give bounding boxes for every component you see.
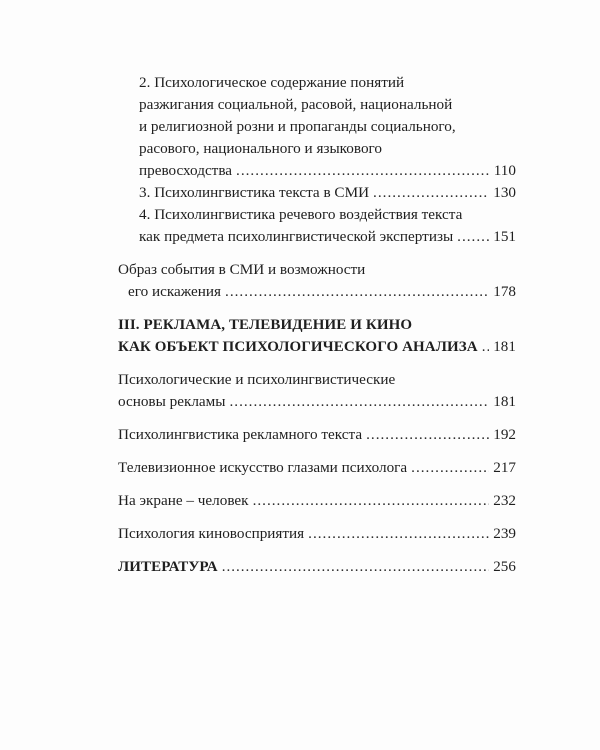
toc-entry-leader-line: [118, 523, 516, 545]
toc-literature: [118, 556, 516, 578]
toc-entry-title: Телевизионное искусство глазами психолога: [118, 459, 408, 476]
toc-page-number: 217: [493, 459, 516, 476]
toc-entry-ad-text: [118, 424, 516, 446]
toc-entry-line: разжигания социальной, расовой, национальной: [139, 96, 453, 113]
toc-page-number: 239: [493, 525, 516, 542]
toc-entry-advertising-basics: [118, 369, 516, 413]
dot-leader: [308, 523, 489, 545]
toc-entry-line: Психологические и психолингвистические: [118, 371, 396, 388]
dot-leader: [225, 281, 489, 303]
toc-page-number: 181: [493, 339, 516, 355]
toc-entry-leader-line: [118, 391, 516, 413]
dot-leader: [366, 424, 489, 446]
toc-entry-leader-line: [139, 160, 516, 182]
dot-leader: [482, 336, 489, 358]
toc-entry-leader-line: [139, 226, 516, 248]
dot-leader: [236, 160, 490, 182]
toc-entry-leader-line: [118, 490, 516, 512]
toc-entry-speech-influence: [139, 204, 516, 248]
toc-entry-leader-line: [118, 424, 516, 446]
toc-page-number: 232: [493, 492, 516, 509]
dot-leader: [411, 457, 489, 479]
toc-entry-leader-line: [118, 556, 516, 578]
toc-entry-title: Психолингвистика рекламного текста: [118, 426, 363, 443]
toc-page-number: 192: [493, 426, 516, 443]
dot-leader: [457, 226, 489, 248]
toc-entry-title: 3. Психолингвистика текста в СМИ: [139, 184, 370, 201]
toc-entry-on-screen: [118, 490, 516, 512]
table-of-contents: [118, 72, 516, 578]
toc-entry-line: и религиозной розни и пропаганды социального,: [139, 118, 456, 135]
toc-entry-psych-content: [139, 72, 516, 182]
toc-entry-title: основы рекламы: [118, 393, 226, 410]
toc-entry-title: Психология киновосприятия: [118, 525, 305, 542]
toc-entry-leader-line: [139, 182, 516, 204]
toc-entry-event-image: [118, 259, 516, 303]
toc-page-number: 151: [493, 228, 516, 245]
toc-page-number: 256: [493, 559, 516, 575]
toc-entry-leader-line: [118, 281, 516, 303]
toc-chapter-title: КАК ОБЪЕКТ ПСИХОЛОГИЧЕСКОГО АНАЛИЗА: [118, 339, 478, 355]
toc-chapter-title: ЛИТЕРАТУРА: [118, 559, 218, 575]
toc-entry-line: расового, национального и языкового: [139, 140, 382, 157]
toc-entry-leader-line: [118, 457, 516, 479]
toc-entry-title: его искажения: [128, 283, 222, 300]
toc-page-number: 110: [493, 162, 516, 179]
toc-entry-line: 2. Психологическое содержание понятий: [139, 74, 405, 91]
toc-entry-line: 4. Психолингвистика речевого воздействия текста: [139, 206, 463, 223]
toc-page-number: 181: [493, 393, 516, 410]
toc-chapter-title-line: III. РЕКЛАМА, ТЕЛЕВИДЕНИЕ И КИНО: [118, 317, 413, 333]
dot-leader: [229, 391, 489, 413]
toc-entry-title: На экране – человек: [118, 492, 249, 509]
toc-entry-leader-line: [118, 336, 516, 358]
toc-chapter-3: [118, 314, 516, 358]
dot-leader: [373, 182, 489, 204]
dot-leader: [222, 556, 489, 578]
toc-entry-media-text: [139, 182, 516, 204]
toc-entry-tv-art: [118, 457, 516, 479]
dot-leader: [253, 490, 490, 512]
toc-entry-line: Образ события в СМИ и возможности: [118, 261, 366, 278]
toc-entry-title: как предмета психолингвистической экспертизы: [139, 228, 454, 245]
toc-entry-film-perception: [118, 523, 516, 545]
toc-page-number: 178: [493, 283, 516, 300]
toc-page-number: 130: [493, 184, 516, 201]
toc-entry-title: превосходства: [139, 162, 233, 179]
